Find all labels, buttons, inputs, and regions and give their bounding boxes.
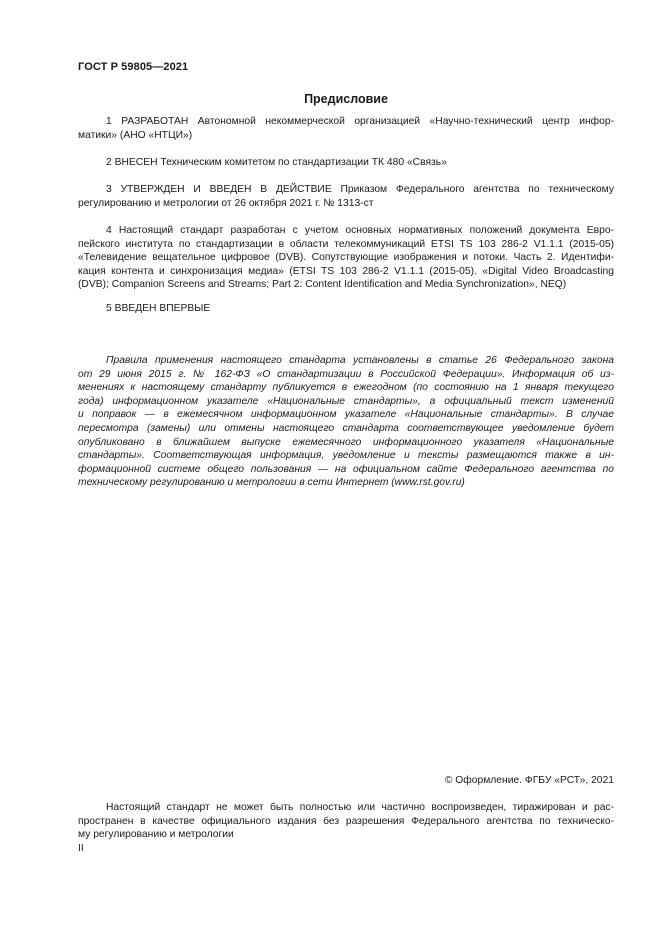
rules-notice-line: менениях к настоящему стандарту публикуется в ежегодном (по состоянию на 1 января текущего: [78, 382, 614, 394]
item-based-on-line: 4 Настоящий стандарт разработан с учетом основных нормативных положений документа Евро-: [106, 225, 614, 236]
rules-notice-line: опубликовано в ближайшем выпуске ежемесячного информационного указателя «Национальные: [78, 436, 614, 448]
reproduction-notice: [78, 801, 614, 842]
item-first-time: [78, 302, 614, 316]
item-approved-line: регулированию и метрологии от 26 октября 2021 г. № 1313-ст: [78, 197, 374, 209]
item-based-on-line: кация контента и синхронизация медиа» (ETSI TS 103 286-2 V1.1.1 (2015-05). «Digital Video Broadcasting: [78, 265, 614, 277]
reproduction-notice-line: пространен в качестве официального издания без разрешения Федерального агентства по техническо-: [78, 815, 614, 827]
reproduction-notice-line: Настоящий стандарт не может быть полностью или частично воспроизведен, тиражирован и рас-: [106, 802, 614, 813]
rules-notice-line: стандарты». Соответствующая информация, уведомление и тексты размещаются также в ин-: [78, 450, 614, 462]
item-first-time-line: 5 ВВЕДЕН ВПЕРВЫЕ: [106, 303, 211, 314]
item-based-on: [78, 224, 614, 292]
rules-notice-line: Правила применения настоящего стандарта установлены в статье 26 Федерального закона: [106, 355, 614, 366]
rules-notice: [78, 354, 614, 490]
copyright-notice: © Оформление. ФГБУ «РСТ», 2021: [444, 775, 614, 786]
rules-notice-line: формационной системе общего пользования — на официальном сайте Федерального агентства по: [78, 463, 614, 475]
item-developed: [78, 115, 614, 142]
item-introduced: [78, 156, 614, 170]
reproduction-notice-line: му регулированию и метрологии: [78, 829, 234, 841]
standard-code: ГОСТ Р 59805—2021: [78, 61, 189, 73]
foreword-title: Предисловие: [304, 92, 388, 106]
page-number: II: [78, 843, 84, 854]
rules-notice-line: пересмотра (замены) или отмены настоящего стандарта соответствующее уведомление будет: [78, 422, 614, 434]
item-based-on-line: (DVB); Companion Screens and Streams; Part 2: Content Identification and Media Synchronization», NEQ): [78, 279, 567, 291]
rules-notice-line: от 29 июня 2015 г. № 162-ФЗ «О стандартизации в Российской Федерации». Информация об из-: [78, 368, 614, 380]
rules-notice-line: года) информационном указателе «Национальные стандарты», а официальный текст изменений: [78, 395, 614, 407]
item-approved: [78, 183, 614, 210]
item-based-on-line: пейского института по стандартизации в области телекоммуникаций ETSI TS 103 286-2 V1.1.1 (2015-05): [78, 238, 614, 250]
item-developed-line: матики» (АНО «НТЦИ»): [78, 129, 193, 141]
rules-notice-line: техническому регулированию и метрологии в сети Интернет (www.rst.gov.ru): [78, 477, 465, 489]
item-approved-line: 3 УТВЕРЖДЕН И ВВЕДЕН В ДЕЙСТВИЕ Приказом Федерального агентства по техническому: [106, 184, 614, 195]
item-introduced-line: 2 ВНЕСЕН Техническим комитетом по стандартизации ТК 480 «Связь»: [106, 157, 447, 168]
item-developed-line: 1 РАЗРАБОТАН Автономной некоммерческой организацией «Научно-технический центр инфор-: [106, 116, 614, 127]
rules-notice-line: и поправок — в ежемесячном информационном указателе «Национальные стандарты». В случае: [78, 409, 614, 421]
item-based-on-line: «Телевидение вещательное цифровое (DVB). Сопутствующие изображения и потоки. Часть 2. Идентифи-: [78, 252, 614, 264]
